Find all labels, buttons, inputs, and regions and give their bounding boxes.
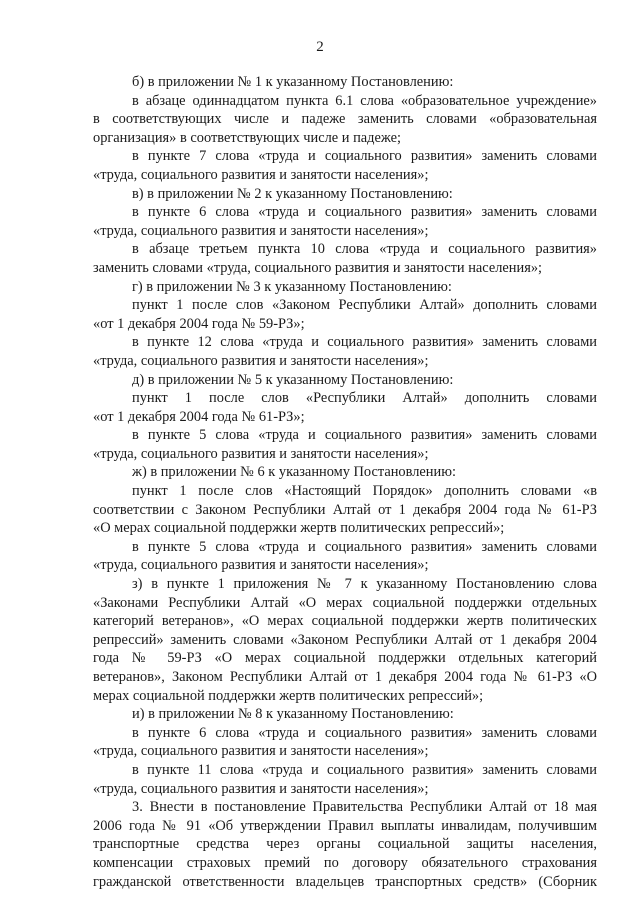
text-line: «труда, социального развития и занятости населения»; [93,743,429,760]
text-line: з) в пункте 1 приложения № 7 к указанному Постановлению слова [132,576,597,593]
text-line: заменить словами «труда, социального развития и занятости населения»; [93,259,543,276]
text-line: организация» в соответствующих числе и падеже; [93,129,402,146]
text-line: пункт 1 после слов «Настоящий Порядок» дополнить словами «в [132,483,597,500]
text-line: «труда, социального развития и занятости населения»; [93,222,429,239]
text-line: в абзаце одиннадцатом пункта 6.1 слова «образовательное учреждение» [132,92,597,109]
text-line: ж) в приложении № 6 к указанному Постановлению: [132,464,456,481]
text-line: транспортные средства через органы социальной защиты населения, [93,836,597,853]
text-line: года № 59-РЗ «О мерах социальной поддержки отдельных категорий [93,650,597,667]
text-line: компенсации страховых премий по договору обязательного страхования [93,854,597,871]
text-line: в) в приложении № 2 к указанному Постановлению: [132,185,453,202]
text-line: «труда, социального развития и занятости населения»; [93,352,429,369]
text-line: мерах социальной поддержки жертв политических репрессий»; [93,687,484,704]
text-line: в пункте 11 слова «труда и социального развития» заменить словами [132,761,597,778]
text-line: «труда, социального развития и занятости населения»; [93,166,429,183]
text-line: б) в приложении № 1 к указанному Постановлению: [132,74,454,90]
text-line: «от 1 декабря 2004 года № 59-РЗ»; [93,315,305,332]
text-line: в абзаце третьем пункта 10 слова «труда и социального развития» [132,241,597,258]
document-body [93,73,597,891]
text-line: «труда, социального развития и занятости населения»; [93,780,429,797]
text-line: категорий ветеранов», «О мерах социальной поддержки жертв политических [93,613,597,630]
text-line: 3. Внести в постановление Правительства Республики Алтай от 18 мая [132,799,597,816]
text-line: гражданской ответственности владельцев транспортных средств» (Сборник [93,873,597,890]
text-line: «от 1 декабря 2004 года № 61-РЗ»; [93,408,305,425]
text-line: в пункте 5 слова «труда и социального развития» заменить словами [132,538,597,555]
text-line: и) в приложении № 8 к указанному Постановлению: [132,706,454,723]
text-line: г) в приложении № 3 к указанному Постановлению: [132,278,452,295]
text-line: в пункте 7 слова «труда и социального развития» заменить словами [132,148,597,165]
text-line: «О мерах социальной поддержки жертв политических репрессий»; [93,520,505,537]
text-line: «труда, социального развития и занятости населения»; [93,445,429,462]
text-line: репрессий» заменить словами «Законом Республики Алтай от 1 декабря 2004 [93,631,597,648]
text-line: в пункте 6 слова «труда и социального развития» заменить словами [132,204,597,221]
text-line: ветеранов», Законом Республики Алтай от 1 декабря 2004 года № 61-РЗ «О [93,669,597,685]
text-line: «Законами Республики Алтай «О мерах социальной поддержки отдельных [93,594,597,611]
text-line: в соответствующих числе и падеже заменить словами «образовательная [93,111,597,128]
text-line: 2006 года № 91 «Об утверждении Правил выплаты инвалидам, получившим [93,817,597,834]
text-line: д) в приложении № 5 к указанному Постановлению: [132,371,454,388]
text-line: пункт 1 после слов «Законом Республики Алтай» дополнить словами [132,297,597,314]
text-line: пункт 1 после слов «Республики Алтай» дополнить словами [132,390,597,407]
text-line: «труда, социального развития и занятости населения»; [93,557,429,574]
page-number: 2 [316,39,324,55]
text-line: в пункте 5 слова «труда и социального развития» заменить словами [132,427,597,444]
text-line: в пункте 12 слова «труда и социального развития» заменить словами [132,334,597,351]
text-line: в пункте 6 слова «труда и социального развития» заменить словами [132,724,597,741]
text-line: соответствии с Законом Республики Алтай от 1 декабря 2004 года № 61-РЗ [93,501,597,518]
